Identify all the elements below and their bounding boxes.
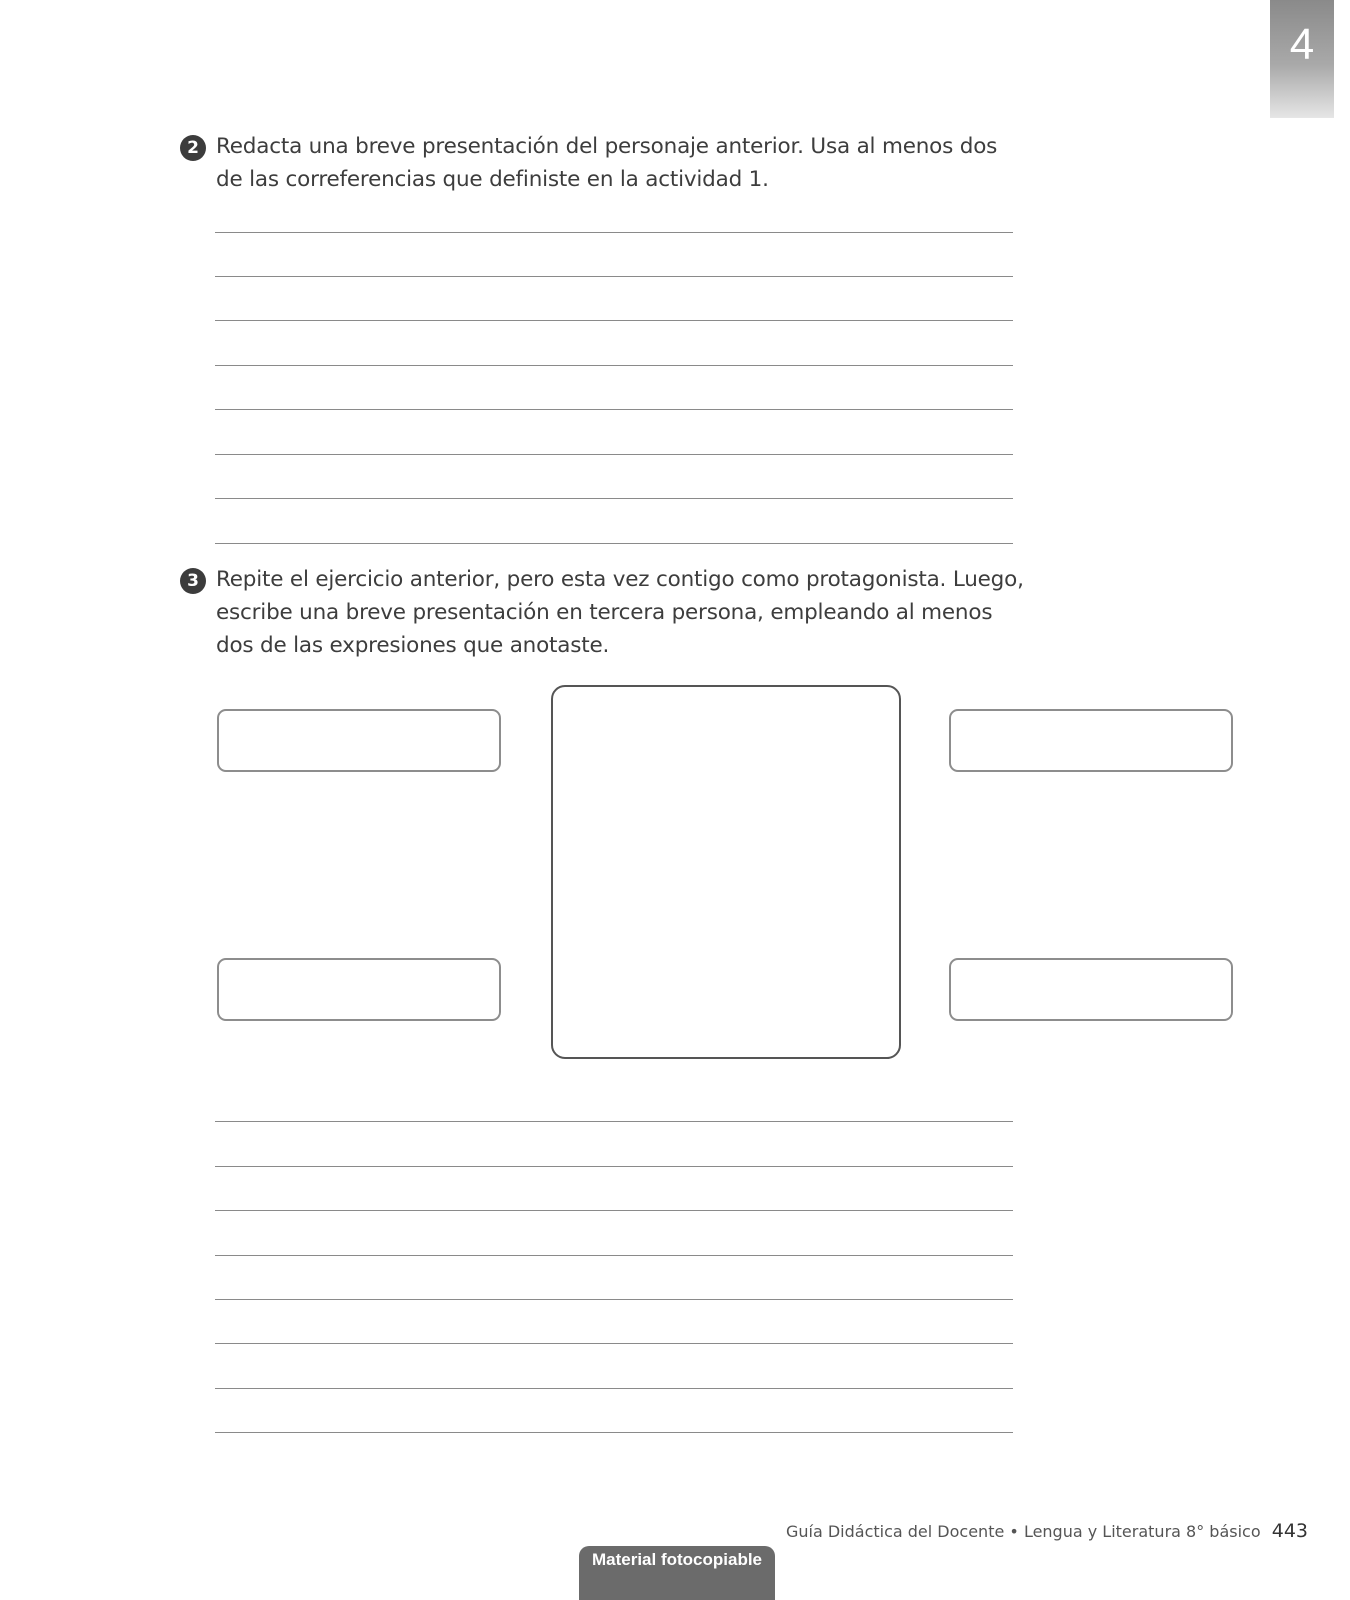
writing-line[interactable] xyxy=(215,1343,1013,1344)
expression-box-bottom-right[interactable] xyxy=(949,958,1233,1021)
page-footer xyxy=(786,1520,1308,1542)
writing-line[interactable] xyxy=(215,498,1013,499)
photocopy-label-tab xyxy=(579,1546,775,1600)
writing-line[interactable] xyxy=(215,232,1013,233)
unit-number: 4 xyxy=(1289,20,1315,69)
writing-line[interactable] xyxy=(215,276,1013,277)
activity-2-number-badge: 2 xyxy=(180,135,206,161)
footer-separator: • xyxy=(1009,1522,1019,1541)
footer-book-title: Guía Didáctica del Docente xyxy=(785,1522,1005,1541)
footer-subject: Lengua y Literatura 8° básico xyxy=(1023,1522,1261,1541)
expression-box-top-left[interactable] xyxy=(217,709,501,772)
writing-line[interactable] xyxy=(215,1432,1013,1433)
writing-line[interactable] xyxy=(215,1121,1013,1122)
protagonist-center-box[interactable] xyxy=(551,685,901,1059)
page-number: 443 xyxy=(1271,1520,1308,1542)
writing-line[interactable] xyxy=(215,1299,1013,1300)
expression-box-bottom-left[interactable] xyxy=(217,958,501,1021)
writing-line[interactable] xyxy=(215,320,1013,321)
writing-line[interactable] xyxy=(215,454,1013,455)
writing-line[interactable] xyxy=(215,1210,1013,1211)
activity-3-number-badge: 3 xyxy=(180,568,206,594)
activity-2-prompt: Redacta una breve presentación del personaje anterior. Usa al menos dos de las correferencias que definiste en la actividad 1. xyxy=(216,134,998,192)
expression-box-top-right[interactable] xyxy=(949,709,1233,772)
writing-line[interactable] xyxy=(215,409,1013,410)
writing-line[interactable] xyxy=(215,1255,1013,1256)
activity-3-prompt: Repite el ejercicio anterior, pero esta vez contigo como protagonista. Luego, escribe una breve presentación en tercera persona, empleando al menos dos de las expresiones que anotaste. xyxy=(216,567,1024,658)
writing-line[interactable] xyxy=(215,365,1013,366)
writing-line[interactable] xyxy=(215,1388,1013,1389)
writing-line[interactable] xyxy=(215,543,1013,544)
unit-number-tab xyxy=(1270,0,1334,118)
writing-line[interactable] xyxy=(215,1166,1013,1167)
photocopy-label: Material fotocopiable xyxy=(591,1550,763,1569)
